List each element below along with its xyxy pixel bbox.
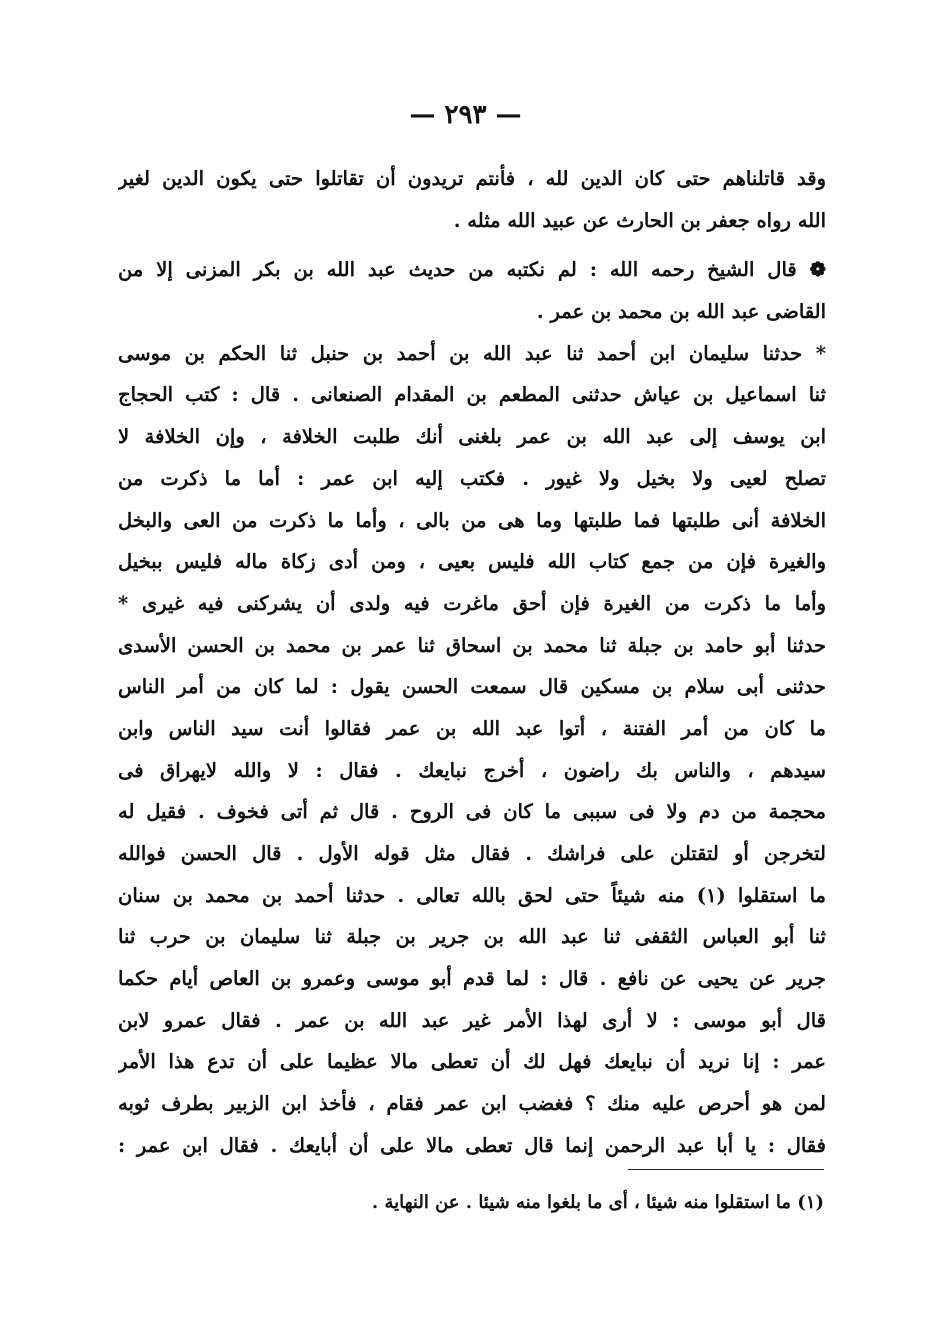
text-line: حدثنا أبو حامد بن جبلة ثنا محمد بن اسحاق ثنا عمر بن محمد بن الحسن الأسدى [118,633,826,657]
text-line: والغيرة فإن من جمع كتاب الله فليس بعيى ، ومن أدى زكاة ماله فليس ببخيل [118,550,826,574]
text-line: وأما ما ذكرت من الغيرة فإن أحق ماغرت فيه ولدى أن يشركنى فيه غيرى * [118,591,826,615]
text-line: ثنا أبو العباس الثقفى ثنا عبد الله بن جرير بن جبلة ثنا سليمان بن حرب ثنا [118,925,826,949]
footnote-divider [628,1169,824,1170]
text-line: قال أبو موسى : لا أرى لهذا الأمر غير عبد الله بن عمر . فقال عمرو لابن [118,1008,826,1032]
main-text [118,158,826,1167]
text-line: لتخرجن أو لتقتلن على فراشك . فقال مثل قوله الأول . قال الحسن فوالله [118,842,826,865]
text-line: الله رواه جعفر بن الحارث عن عبيد الله مثله . [453,208,826,232]
text-line: محجمة من دم ولا فى سببى ما كان فى الروح . قال ثم أتى فخوف . فقيل له [118,800,826,824]
paragraph-gap [118,241,826,249]
text-line: عمر : إنا نريد أن نبايعك فهل لك أن تعطى مالا عظيما على أن تدع هذا الأمر [118,1050,826,1074]
text-line: ❁ قال الشيخ رحمه الله : لم نكتبه من حديث عبد الله بن بكر المزنى إلا من [118,258,826,282]
text-line: حدثنى أبى سلام بن مسكين قال سمعت الحسن يقول : لما كان من أمر الناس [118,675,826,699]
page-number: — ٢٩٣ — [409,100,522,130]
text-line: وقد قاتلناهم حتى كان الدين لله ، فأنتم تريدون أن تقاتلوا حتى يكون الدين لغير [118,167,826,190]
text-line: ما استقلوا (١) منه شيئاً حتى لحق بالله تعالى . حدثنا أحمد بن محمد بن سنان [118,883,826,907]
text-line: * حدثنا سليمان ابن أحمد ثنا عبد الله بن أحمد بن حنبل ثنا الحكم بن موسى [118,341,826,365]
text-line: ثنا اسماعيل بن عياش حدثنى المطعم بن المقدام الصنعانى . قال : كتب الحجاج [118,383,826,407]
text-line: ما كان من أمر الفتنة ، أتوا عبد الله بن عمر فقالوا أنت سيد الناس وابن [118,716,826,740]
footnote: (١) ما استقلوا منه شيئا ، أى ما بلغوا منه شيئا . عن النهاية . [371,1192,824,1213]
text-line: لمن هو أحرص عليه منك ؟ فغضب ابن عمر فقام ، فأخذ ابن الزبير بطرف ثوبه [118,1092,826,1116]
text-line: فقال : يا أبا عبد الرحمن إنما قال تعطى مالا على أن أبايعك . فقال ابن عمر : [118,1133,826,1157]
text-line: ابن يوسف إلى عبد الله بن عمر بلغنى أنك طلبت الخلافة ، وإن الخلافة لا [118,425,826,449]
text-line: تصلح لعيى ولا بخيل ولا غيور . فكتب إليه ابن عمر : أما ما ذكرت من [118,466,826,490]
text-line: سيدهم ، والناس بك راضون ، أخرج نبايعك . فقال : لا والله لايهراق فى [118,758,826,782]
text-line: جرير عن يحيى عن نافع . قال : لما قدم أبو موسى وعمرو بن العاص أيام حكما [118,967,826,991]
text-line: الخلافة أنى طلبتها فما طلبتها وما هى من بالى ، وأما ما ذكرت من العى والبخل [118,508,826,532]
text-line: القاضى عبد الله بن محمد بن عمر . [536,300,826,324]
